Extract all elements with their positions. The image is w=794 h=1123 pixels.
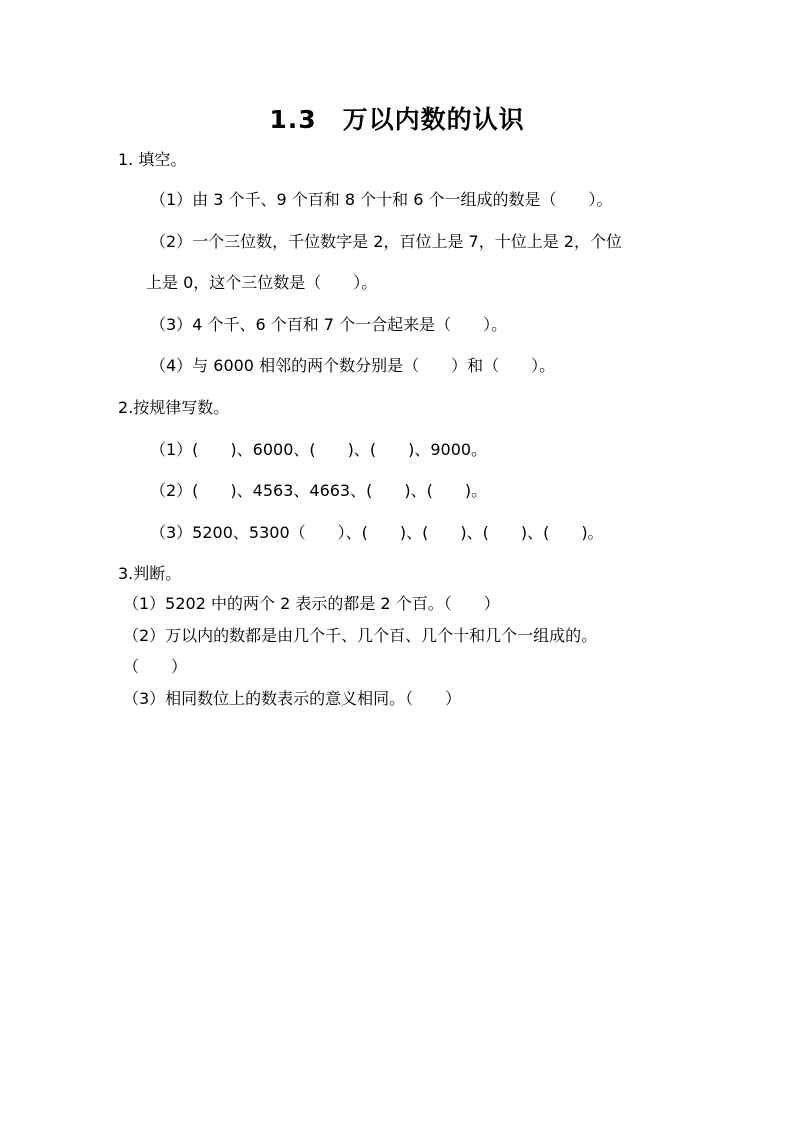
- question-1-3: （3）4 个千、6 个百和 7 个一合起来是（ ）。: [150, 315, 508, 334]
- question-2-1: （1）( )、6000、( )、( )、9000。: [150, 440, 488, 459]
- question-1-1: （1）由 3 个千、9 个百和 8 个十和 6 个一组成的数是（ ）。: [150, 190, 613, 209]
- question-3-3: （3）相同数位上的数表示的意义相同。（ ）: [123, 689, 462, 708]
- section-1-heading: 1. 填空。: [118, 150, 187, 169]
- section-2-heading: 2.按规律写数。: [118, 398, 230, 417]
- question-3-2: （2）万以内的数都是由几个千、几个百、几个十和几个一组成的。: [123, 626, 598, 645]
- question-1-2: （2）一个三位数，千位数字是 2，百位上是 7，十位上是 2，个位: [150, 232, 622, 251]
- question-2-3: （3）5200、5300（ ）、( )、( )、( )、( )。: [150, 523, 604, 542]
- question-1-4: （4）与 6000 相邻的两个数分别是（ ）和（ ）。: [150, 356, 556, 375]
- page-title: 1.3 万以内数的认识: [269, 105, 525, 134]
- section-3-heading: 3.判断。: [118, 564, 182, 583]
- question-1-2-continued: 上是 0，这个三位数是（ ）。: [146, 273, 378, 292]
- question-3-1: （1）5202 中的两个 2 表示的都是 2 个百。（ ）: [123, 594, 500, 613]
- question-2-2: （2）( )、4563、4663、( )、( )。: [150, 481, 488, 500]
- question-3-2-continued: （ ）: [123, 657, 188, 676]
